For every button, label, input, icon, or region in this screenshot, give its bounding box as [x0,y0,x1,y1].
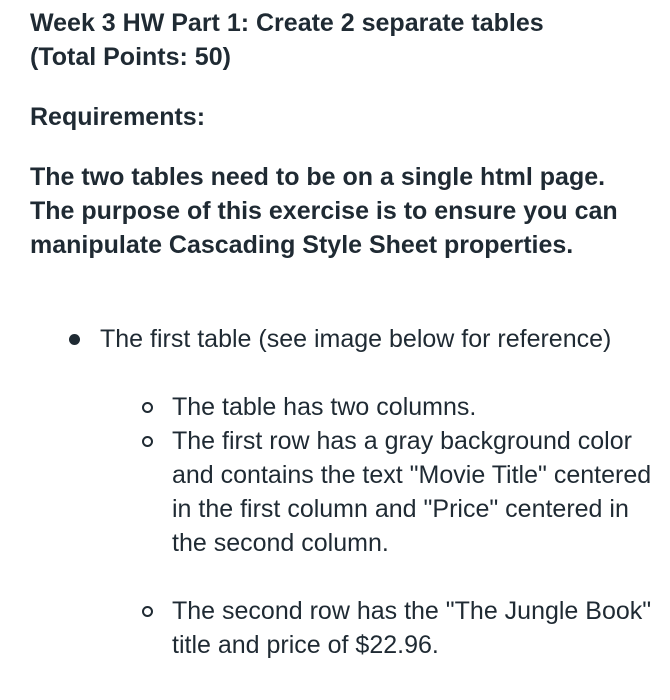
bullet-disc-icon [69,334,80,345]
requirements-heading: Requirements: [30,103,206,131]
title-line-2: (Total Points: 50) [30,43,231,71]
sub-bullet-ring-icon [142,436,153,447]
sub-bullet-item: The first row has a gray background color and contains the text "Movie Title" centered in the first column and "Price" centered in the second column. [172,427,652,557]
page-title [30,6,660,74]
sub-bullet-ring-icon [142,606,153,617]
sub-bullet-ring-icon [142,402,153,413]
intro-paragraph: The two tables need to be on a single html page. The purpose of this exercise is to ensure you can manipulate Cascading Style Sheet properties. [30,163,618,259]
sub-bullet-item: The table has two columns. [172,393,477,421]
bullet-item-text: The first table (see image below for reference) [100,325,612,353]
title-line-1: Week 3 HW Part 1: Create 2 separate tables [30,9,544,37]
sub-bullet-item: The second row has the "The Jungle Book" title and price of $22.96. [172,597,652,659]
